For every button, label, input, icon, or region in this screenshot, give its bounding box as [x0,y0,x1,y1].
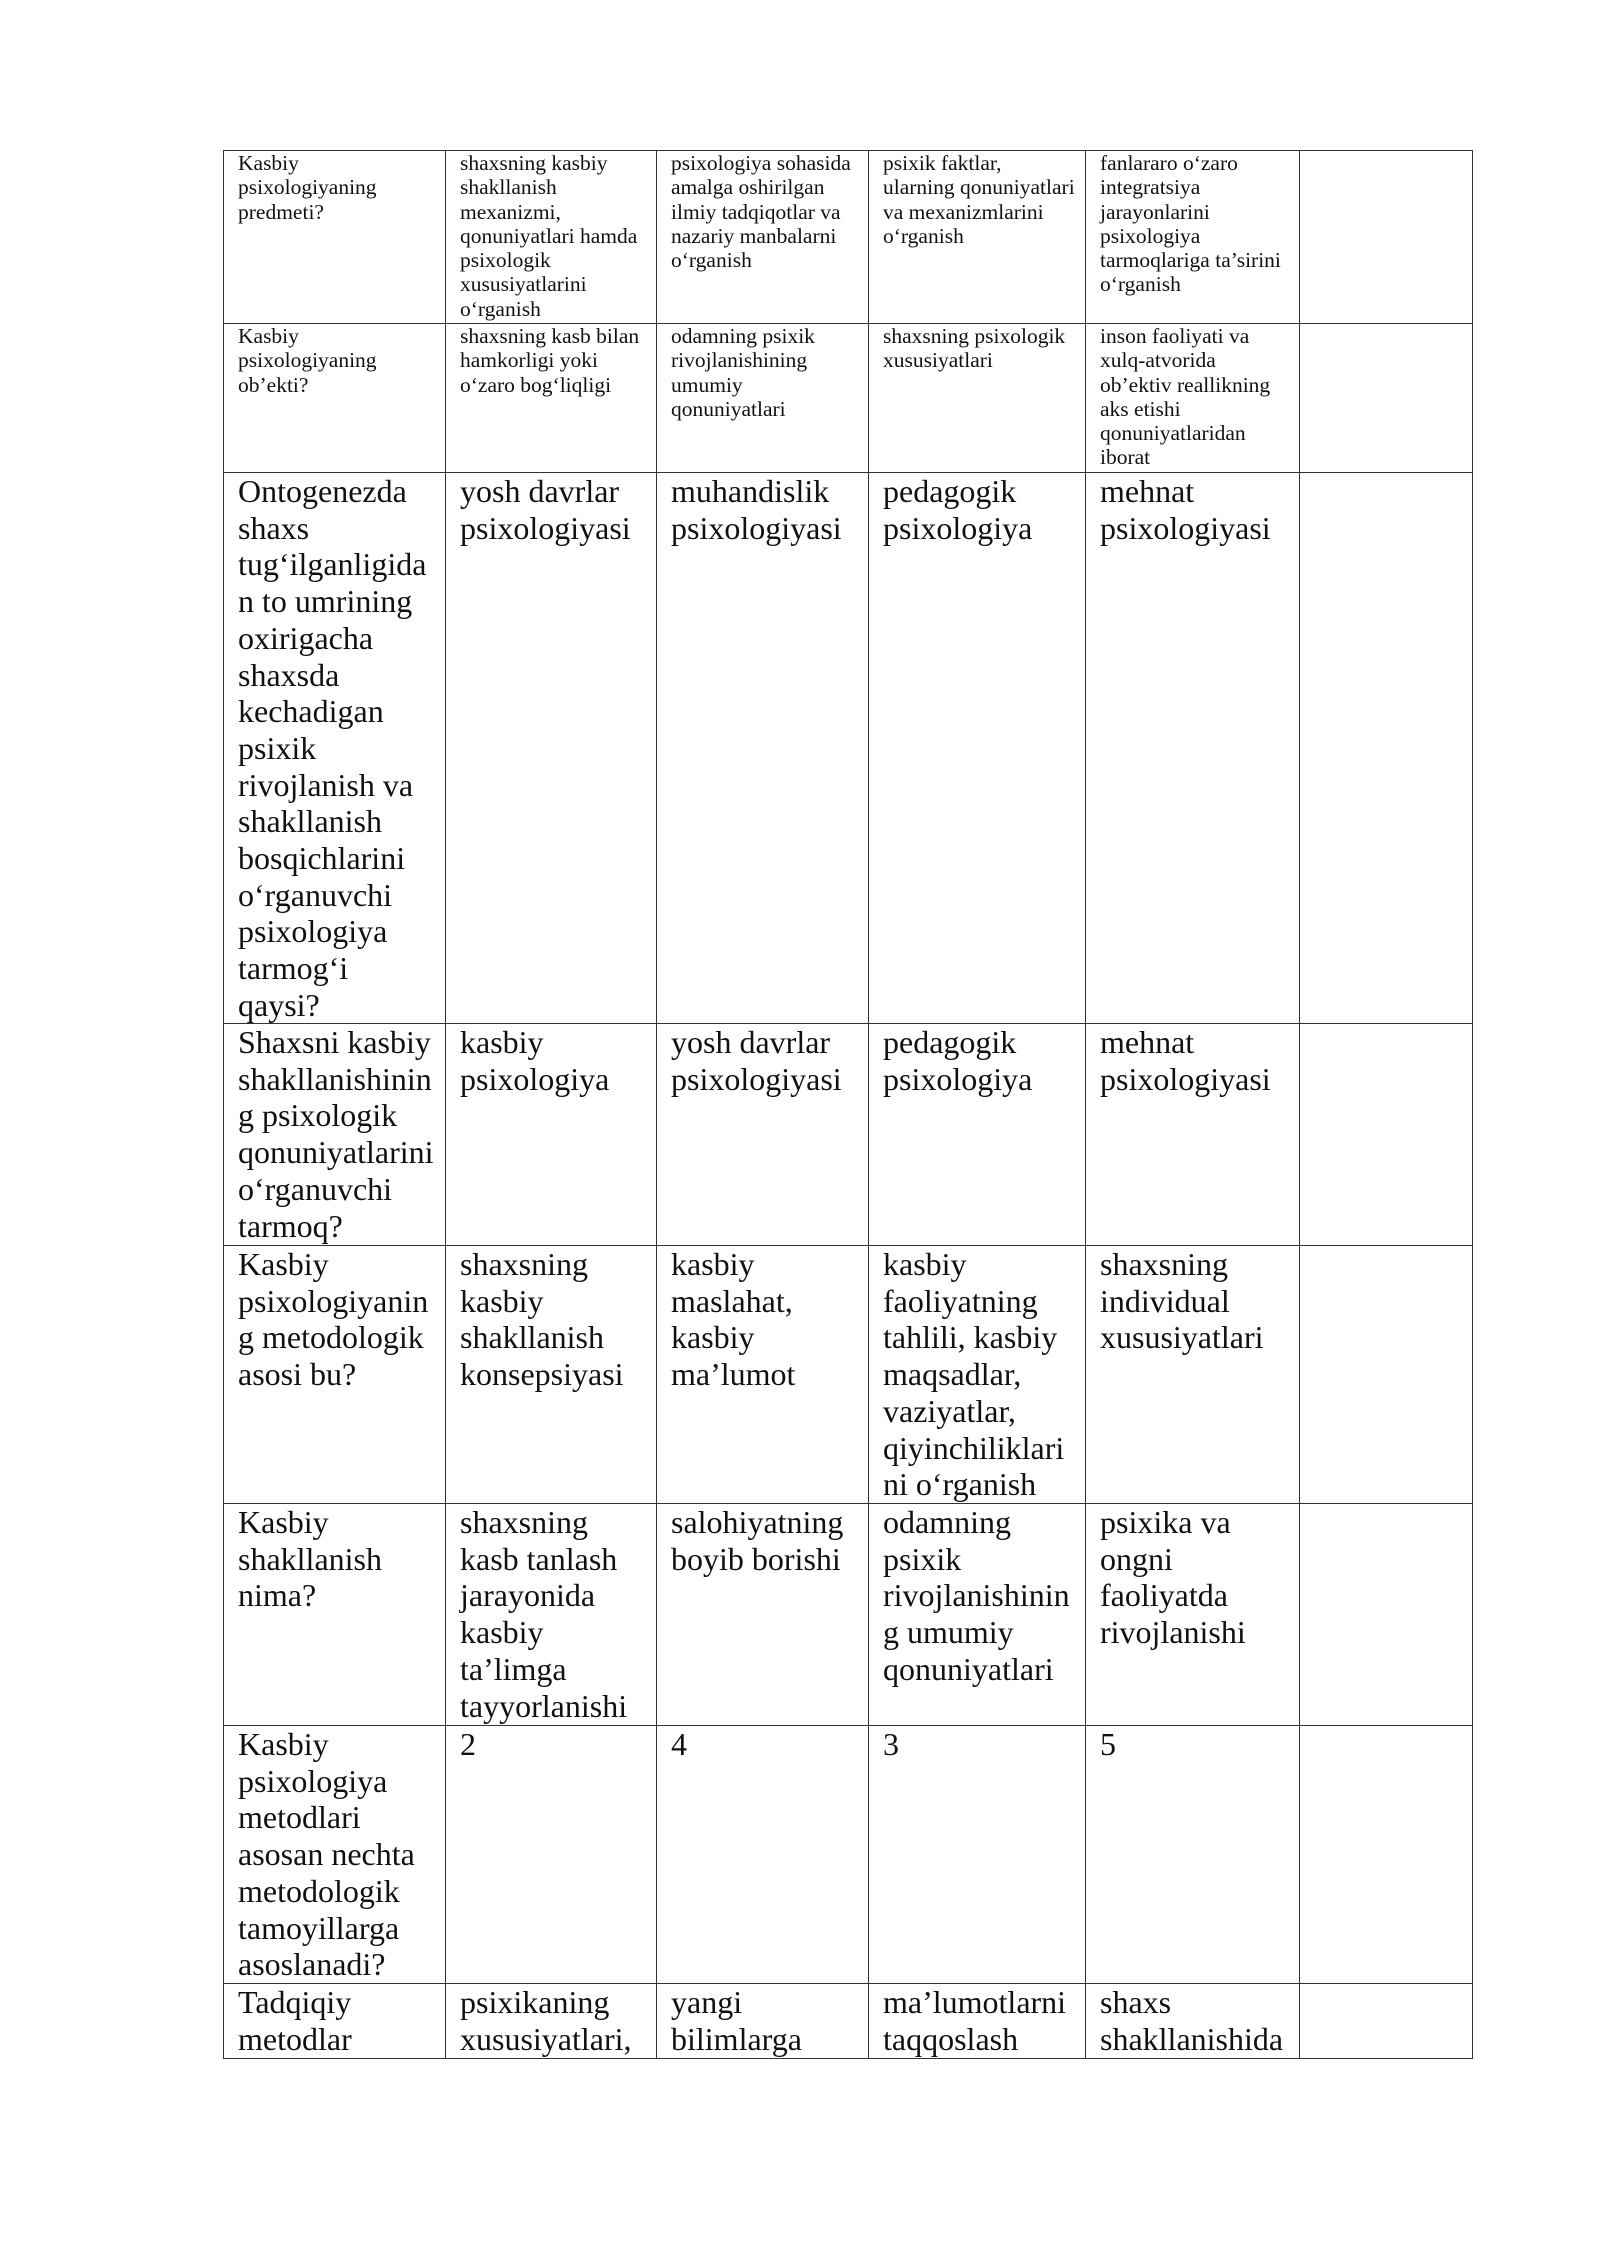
question-text: Tadqiqiy metodlar [224,1984,446,2059]
option-text: shaxsning kasb tanlash jarayonida kasbiy ta’limga tayyorlanishi [446,1504,657,1726]
option-text: psixologiya sohasida amalga oshirilgan ilmiy tadqiqotlar va nazariy manbalarni o‘rganish [657,151,869,324]
option-text: ma’lumotlarni taqqoslash [869,1984,1086,2059]
quiz-table [223,150,1473,2059]
option-text: shaxsning individual xususiyatlari [1086,1246,1300,1504]
option-text: inson faoliyati va xulq-atvorida ob’ektiv reallikning aks etishi qonuniyatlaridan iborat [1086,324,1300,473]
empty-cell [1300,1726,1473,1984]
option-text: shaxsning kasbiy shakllanish konsepsiyasi [446,1246,657,1504]
question-text: Kasbiy psixologiyaning ob’ekti? [224,324,446,473]
option-text: 3 [869,1726,1086,1984]
option-text: shaxsning kasbiy shakllanish mexanizmi, qonuniyatlari hamda psixologik xususiyatlarini o‘rganish [446,151,657,324]
option-text: mehnat psixologiyasi [1086,473,1300,1024]
option-text: 4 [657,1726,869,1984]
empty-cell [1300,1024,1473,1246]
option-text: kasbiy faoliyatning tahlili, kasbiy maqsadlar, vaziyatlar, qiyinchiliklarini o‘rganish [869,1246,1086,1504]
option-text: pedagogik psixologiya [869,1024,1086,1246]
option-text: psixik faktlar, ularning qonuniyatlari va mexanizmlarini o‘rganish [869,151,1086,324]
empty-cell [1300,1246,1473,1504]
option-text: 2 [446,1726,657,1984]
option-text: pedagogik psixologiya [869,473,1086,1024]
question-text: Kasbiy psixologiyaning predmeti? [224,151,446,324]
empty-cell [1300,324,1473,473]
option-text: 5 [1086,1726,1300,1984]
option-text: kasbiy maslahat, kasbiy ma’lumot [657,1246,869,1504]
option-text: shaxsning psixologik xususiyatlari [869,324,1086,473]
option-text: psixikaning xususiyatlari, [446,1984,657,2059]
option-text: fanlararo o‘zaro integratsiya jarayonlarini psixologiya tarmoqlariga ta’sirini o‘rganish [1086,151,1300,324]
question-text: Ontogenezda shaxs tug‘ilganligidan to umrining oxirigacha shaxsda kechadigan psixik rivojlanish va shakllanish bosqichlarini o‘rganuvchi psixologiya tarmog‘i qaysi? [224,473,446,1024]
question-text: Kasbiy psixologiya metodlari asosan nechta metodologik tamoyillarga asoslanadi? [224,1726,446,1984]
option-text: shaxsning kasb bilan hamkorligi yoki o‘zaro bog‘liqligi [446,324,657,473]
option-text: yosh davrlar psixologiyasi [657,1024,869,1246]
option-text: odamning psixik rivojlanishining umumiy qonuniyatlari [657,324,869,473]
empty-cell [1300,1984,1473,2059]
option-text: kasbiy psixologiya [446,1024,657,1246]
question-text: Kasbiy psixologiyaning metodologik asosi bu? [224,1246,446,1504]
option-text: muhandislik psixologiyasi [657,473,869,1024]
empty-cell [1300,1504,1473,1726]
option-text: yangi bilimlarga [657,1984,869,2059]
empty-cell [1300,473,1473,1024]
option-text: psixika va ongni faoliyatda rivojlanishi [1086,1504,1300,1726]
option-text: shaxs shakllanishida [1086,1984,1300,2059]
question-text: Shaxsni kasbiy shakllanishining psixologik qonuniyatlarini o‘rganuvchi tarmoq? [224,1024,446,1246]
question-text: Kasbiy shakllanish nima? [224,1504,446,1726]
option-text: salohiyatning boyib borishi [657,1504,869,1726]
option-text: odamning psixik rivojlanishining umumiy qonuniyatlari [869,1504,1086,1726]
option-text: yosh davrlar psixologiyasi [446,473,657,1024]
empty-cell [1300,151,1473,324]
option-text: mehnat psixologiyasi [1086,1024,1300,1246]
